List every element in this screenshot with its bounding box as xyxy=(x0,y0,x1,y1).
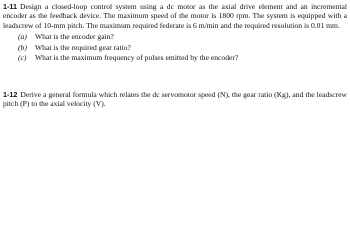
part-label: (c) xyxy=(18,53,27,63)
part-question: What is the maximum frequency of pulses emitted by the encoder? xyxy=(35,53,239,63)
part-question: What is the required gear ratio? xyxy=(35,42,131,52)
problem-statement: Derive a general formula which relates the dc servomotor speed (N), the gear ratio (Kg), and the leadscrew pitch (P) to the axial velocity (V). xyxy=(3,90,347,109)
problem-parts-list xyxy=(3,32,347,64)
part-question: What is the encoder gain? xyxy=(35,32,114,42)
problem-part-b xyxy=(18,43,347,54)
problem-part-a xyxy=(18,32,347,43)
part-label: (b) xyxy=(18,42,27,52)
part-label: (a) xyxy=(18,32,27,42)
problem-number: 1-11 xyxy=(3,2,17,11)
problem-part-c xyxy=(18,53,347,64)
problem-statement: Design a closed-loop control system using a dc motor as the axial drive element and an incremental encoder as the feedback device. The maximum speed of the motor is 1800 rpm. The system is equipped with a leadscrew of 10-mm pitch. The maximum required federate is 6 m/min and the required resolution is 0.01 mm. xyxy=(3,2,347,30)
problem-number: 1-12 xyxy=(3,90,18,99)
textbook-page xyxy=(3,2,347,109)
problem-1-11 xyxy=(3,2,347,30)
problem-1-12 xyxy=(3,90,347,109)
